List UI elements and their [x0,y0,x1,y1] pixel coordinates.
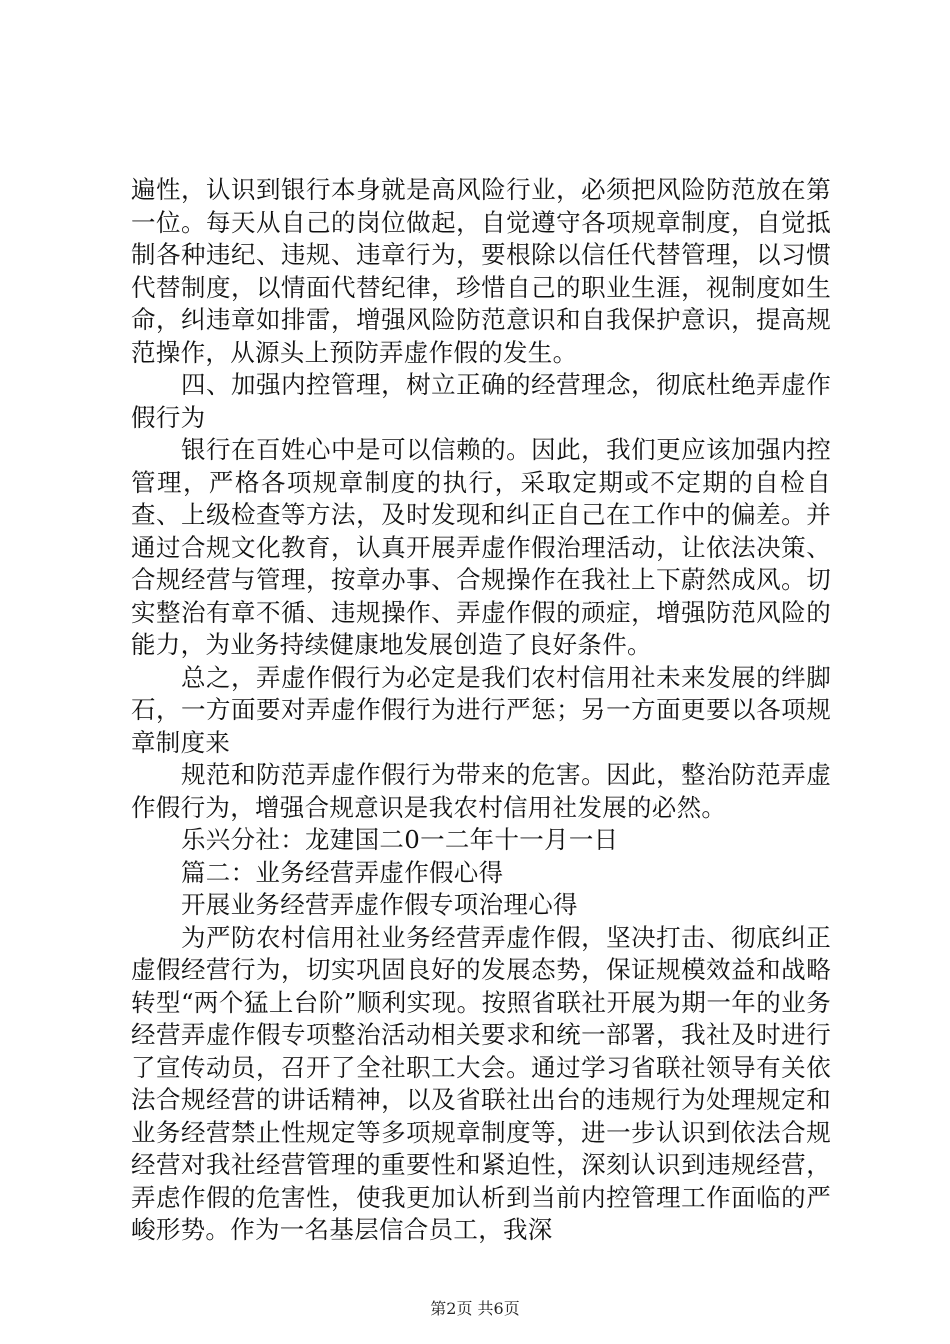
paragraph-conclusion-continued: 规范和防范弄虚作假行为带来的危害。因此，整治防范弄虚作假行为，增强合规意识是我农村信用社发展的必然。 [131,760,831,822]
article-title: 开展业务经营弄虚作假专项治理心得 [181,890,578,919]
document-body [131,174,831,1247]
paragraph-conclusion: 总之，弄虚作假行为必定是我们农村信用社未来发展的绊脚石，一方面要对弄虚作假行为进行严惩；另一方面更要以各项规章制度来 [131,662,831,757]
paragraph-internal-control: 银行在百姓心中是可以信赖的。因此，我们更应该加强内控管理，严格各项规章制度的执行，采取定期或不定期的自检自查、上级检查等方法，及时发现和纠正自己在工作中的偏差。并通过合规文化教育，认真开展弄虚作假治理活动，让依法决策、合规经营与管理，按章办事、合规操作在我社上下蔚然成风。切实整治有章不循、违规操作、弄虚作假的顽症，增强防范风险的能力，为业务持续健康地发展创造了良好条件。 [131,435,831,659]
signature-line: 乐兴分社：龙建国二0一二年十一月一日 [181,825,619,854]
paragraph-continuation: 遍性，认识到银行本身就是高风险行业，必须把风险防范放在第一位。每天从自己的岗位做起，自觉遵守各项规章制度，自觉抵制各种违纪、违规、违章行为，要根除以信任代替管理，以习惯代替制度，以情面代替纪律，珍惜自己的职业生涯，视制度如生命，纠违章如排雷，增强风险防范意识和自我保护意识，提高规范操作，从源头上预防弄虚作假的发生。 [131,175,831,367]
part-two-heading: 篇二：业务经营弄虚作假心得 [181,857,504,887]
page-number-footer: 第2页 共6页 [430,1299,520,1318]
section-heading-four: 四、加强内控管理，树立正确的经营理念，彻底杜绝弄虚作假行为 [131,370,831,432]
paragraph-article-body: 为严防农村信用社业务经营弄虚作假，坚决打击、彻底纠正虚假经营行为，切实巩固良好的发展态势，保证规模效益和战略转型“两个猛上台阶”顺利实现。按照省联社开展为期一年的业务经营弄虚作假专项整治活动相关要求和统一部署，我社及时进行了宣传动员，召开了全社职工大会。通过学习省联社领导有关依法合规经营的讲话精神，以及省联社出台的违规行为处理规定和业务经营禁止性规定等多项规章制度等，进一步认识到依法合规经营对我社经营管理的重要性和紧迫性，深刻认识到违规经营，弄虑作假的危害性，使我更加认析到当前内控管理工作面临的严峻形势。作为一名基层信合员工，我深 [131,922,831,1244]
